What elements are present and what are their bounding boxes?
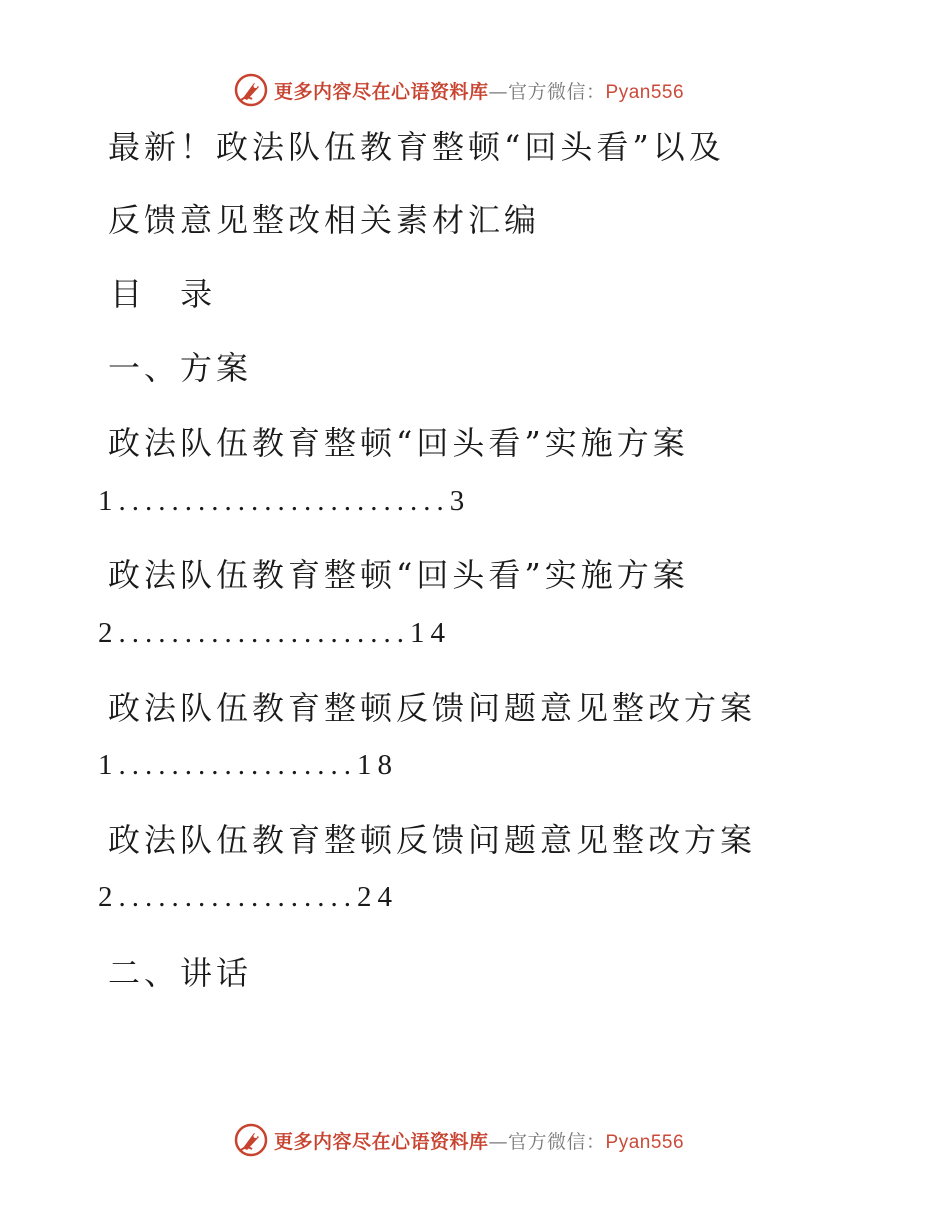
watermark-main-text: 更多内容尽在心语资料库 [274,1130,489,1153]
toc-entry-title: 政法队伍教育整顿反馈问题意见整改方案 [108,821,757,859]
document-title-line2: 反馈意见整改相关素材汇编 [108,201,541,239]
toc-entry-title: 政法队伍教育整顿反馈问题意见整改方案 [108,689,757,727]
watermark-wechat-id: Pyan556 [605,81,685,103]
watermark-text [274,77,684,104]
toc-heading: 目 录 [110,275,227,313]
watermark-main-text: 更多内容尽在心语资料库 [274,80,489,103]
header-watermark [234,72,714,108]
footer-watermark [234,1122,714,1158]
watermark-dash: — [488,1130,509,1153]
toc-entry-title: 政法队伍教育整顿“回头看”实施方案 [108,556,689,594]
watermark-wechat-label: 官方微信： [508,80,606,103]
toc-entry-leader: 2......................14 [98,617,451,649]
document-title-line1: 最新！政法队伍教育整顿“回头看”以及 [108,128,725,166]
toc-section-heading-2: 二、讲话 [108,954,253,992]
pen-nib-logo-icon [234,73,268,107]
toc-section-heading-1: 一、方案 [108,349,253,387]
toc-entry-title: 政法队伍教育整顿“回头看”实施方案 [108,424,689,462]
toc-entry-leader: 1.........................3 [98,485,471,517]
toc-entry-leader: 1..................18 [98,749,398,781]
watermark-dash: — [488,80,509,103]
toc-entry-leader: 2..................24 [98,881,398,913]
watermark-wechat-label: 官方微信： [508,1130,606,1153]
pen-nib-logo-icon [234,1123,268,1157]
watermark-wechat-id: Pyan556 [605,1131,685,1153]
watermark-text [274,1127,684,1154]
